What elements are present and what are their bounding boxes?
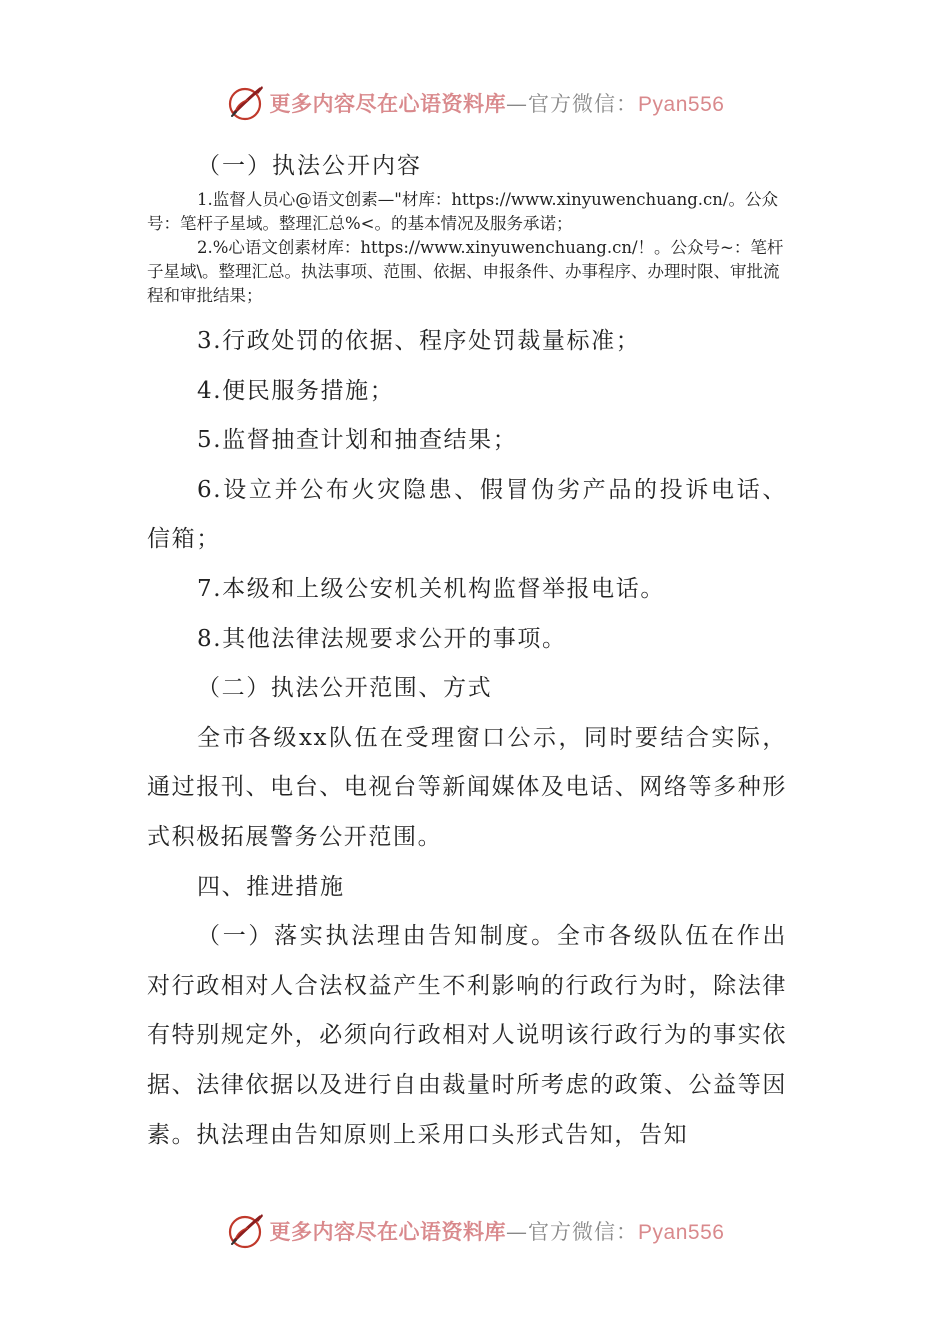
banner-text — [270, 1216, 725, 1246]
paragraph-scope: 全市各级xx队伍在受理窗口公示，同时要结合实际，通过报刊、电台、电视台等新闻媒体及电话、网络等多种形式积极拓展警务公开范围。 — [147, 724, 787, 850]
banner-wechat-id: Pyan556 — [638, 93, 725, 116]
footer-banner — [0, 1206, 950, 1256]
banner-main-text: 更多内容尽在心语资料库 — [269, 1219, 507, 1244]
list-item-6: 6.设立并公布火灾隐患、假冒伪劣产品的投诉电话、信箱； — [147, 476, 787, 553]
header-banner — [0, 78, 950, 128]
banner-dash: — — [506, 92, 529, 116]
list-item-2: 2.%心语文创素材库：https://www.xinyuwenchuang.cn/！。公众号~：笔杆子星域\。整理汇总。执法事项、范围、依据、申报条件、办事程序、办理时限、审批流程和审批结果； — [147, 238, 784, 305]
list-item-7: 7.本级和上级公安机关机构监督举报电话。 — [197, 575, 665, 602]
banner-wechat-id: Pyan556 — [638, 1221, 725, 1244]
list-item-8: 8.其他法律法规要求公开的事项。 — [197, 625, 567, 652]
banner-text — [270, 88, 725, 118]
banner-official-label: 官方微信： — [528, 92, 639, 116]
list-item-1: 1.监督人员心@语文创素—"材库：https://www.xinyuwenchuang.cn/。公众号：笔杆子星域。整理汇总%<。的基本情况及服务承诺； — [147, 190, 778, 233]
banner-official-label: 官方微信： — [528, 1220, 639, 1244]
list-item-5: 5.监督抽查计划和抽查结果； — [197, 427, 518, 454]
section-heading-content: （一）执法公开内容 — [197, 153, 422, 179]
pen-logo-icon — [226, 1211, 266, 1251]
document-body — [147, 150, 787, 1160]
section-heading-scope: （二）执法公开范围、方式 — [197, 675, 493, 702]
list-item-3: 3.行政处罚的依据、程序处罚裁量标准； — [197, 328, 641, 354]
section-heading-measures: 四、推进措施 — [197, 873, 345, 900]
banner-main-text: 更多内容尽在心语资料库 — [269, 91, 507, 116]
pen-logo-icon — [226, 83, 266, 123]
banner-dash: — — [506, 1220, 529, 1244]
list-item-4: 4.便民服务措施； — [197, 377, 395, 404]
paragraph-measure-1: （一）落实执法理由告知制度。全市各级队伍在作出对行政相对人合法权益产生不利影响的行政行为时，除法律有特别规定外，必须向行政相对人说明该行政行为的事实依据、法律依据以及进行自由裁量时所考虑的政策、公益等因素。执法理由告知原则上采用口头形式告知，告知 — [147, 923, 787, 1148]
